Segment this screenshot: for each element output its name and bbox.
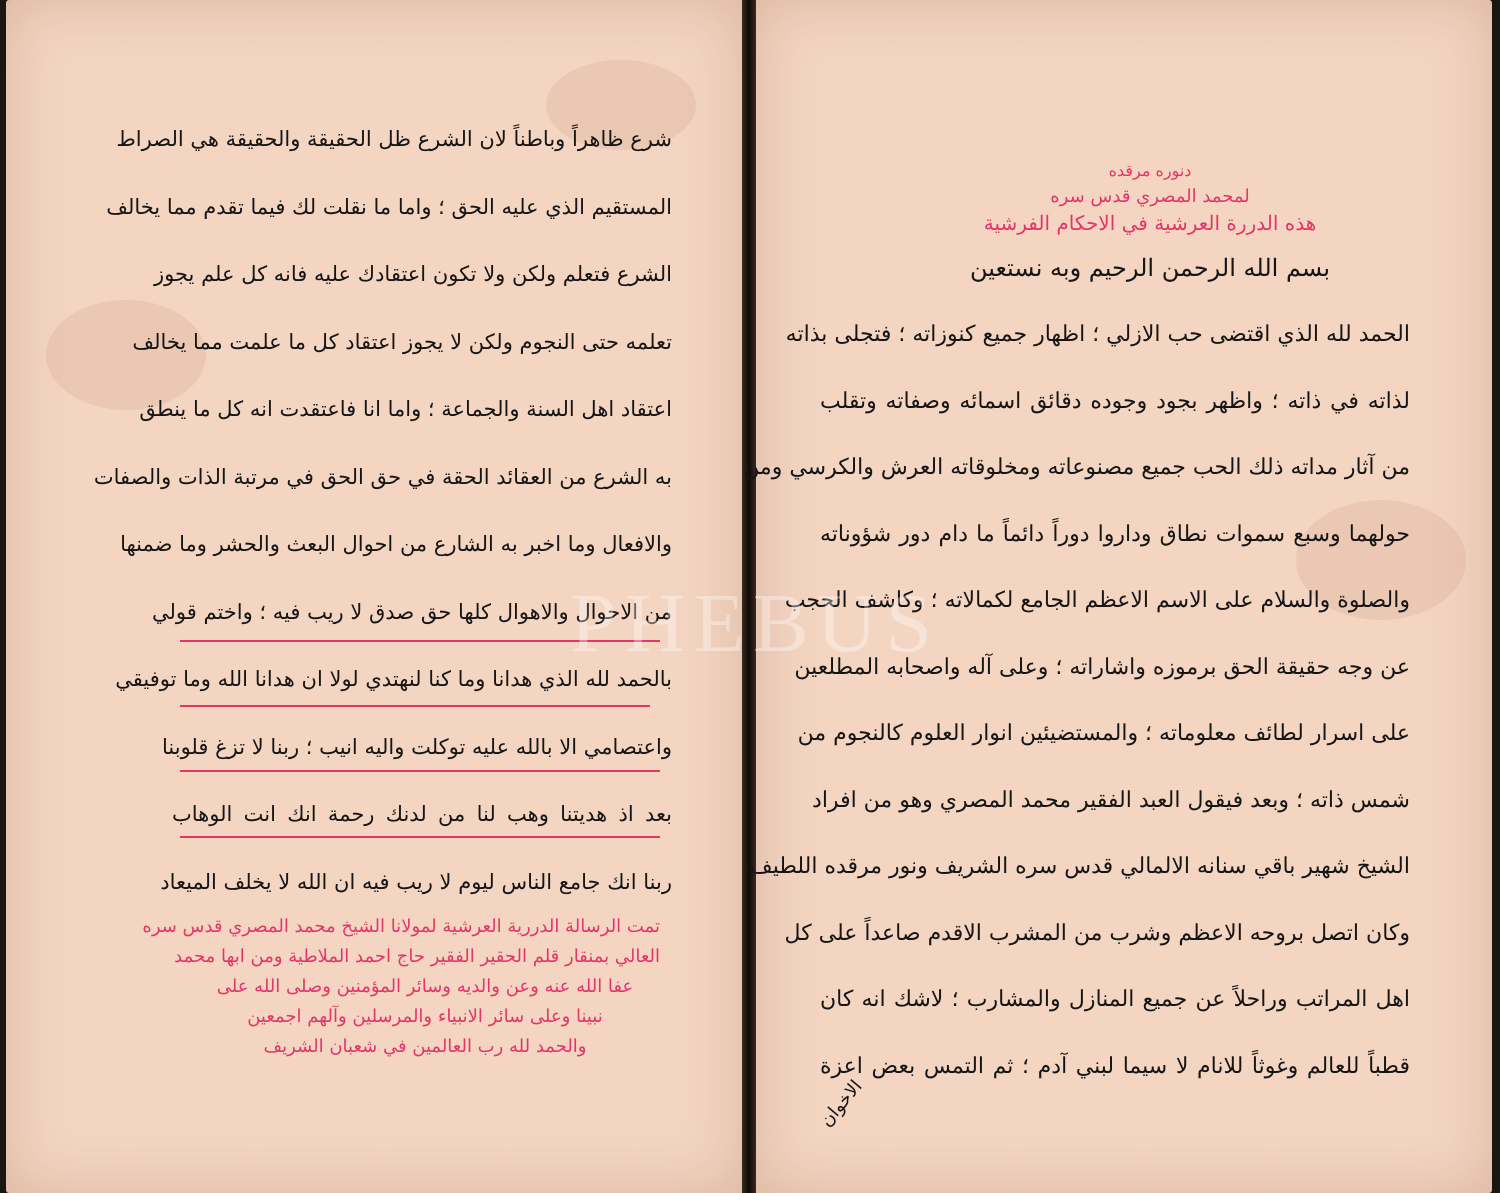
title-heading (960, 158, 1340, 236)
text-line: الشرع فتعلم ولكن ولا تكون اعتقادك عليه فانه كل علم يجوز (154, 262, 672, 286)
red-overline (180, 836, 660, 838)
colophon-line: العالي بمنقار قلم الحقير الفقير حاج احمد الملاطية ومن ابها محمد (174, 946, 660, 967)
text-line: ربنا انك جامع الناس ليوم لا ريب فيه ان الله لا يخلف الميعاد (160, 869, 672, 894)
text-line: عن وجه حقيقة الحق برموزه واشاراته ؛ وعلى آله واصحابه المطلعين (794, 654, 1410, 680)
text-line: والافعال وما اخبر به الشارع من احوال البعث والحشر وما ضمنها (120, 532, 672, 556)
text-line: اعتقاد اهل السنة والجماعة ؛ واما انا فاعتقدت انه كل ما ينطق (139, 397, 672, 421)
catchword: الاخوان (815, 1076, 867, 1131)
text-line: على اسرار لطائف معلوماته ؛ والمستضيئين انوار العلوم كالنجوم من (797, 721, 1410, 746)
red-overline (180, 705, 650, 707)
text-line: الشيخ شهير باقي سنانه الالمالي قدس سره الشريف ونور مرقده اللطيف (749, 854, 1410, 879)
heading-line: هذه الدررة العرشية في الاحكام الفرشية (983, 211, 1317, 235)
text-line: بعد اذ هديتنا وهب لنا من لدنك رحمة انك انت الوهاب (172, 802, 672, 826)
watermark: PHEBUS (569, 577, 941, 670)
text-line: حولهما وسبع سموات نطاق وداروا دوراً دائماً ما دام دور شؤوناته (820, 521, 1410, 547)
text-line: اهل المراتب وراحلاً عن جميع المنازل والمشارب ؛ لاشك انه كان (820, 987, 1410, 1012)
text-line: واعتصامي الا بالله عليه توكلت واليه انيب ؛ ربنا لا تزغ قلوبنا (162, 734, 672, 759)
colophon (142, 912, 660, 1062)
text-line: المستقيم الذي عليه الحق ؛ واما ما نقلت لك فيما تقدم مما يخالف (106, 194, 672, 219)
text-line: وكان اتصل بروحه الاعظم وشرب من المشرب الاقدم صاعداً على كل (784, 920, 1410, 946)
colophon-line: والحمد لله رب العالمين في شعبان الشريف (263, 1036, 587, 1057)
colophon-line: عفا الله عنه وعن والديه وسائر المؤمنين وصلى الله على (216, 976, 634, 997)
text-line: به الشرع من العقائد الحقة في حق الحق في مرتبة الذات والصفات (93, 464, 672, 489)
basmala: بسم الله الرحمن الرحيم وبه نستعين (969, 254, 1331, 282)
left-page-text (93, 122, 672, 932)
text-line: من الاحوال والاهوال كلها حق صدق لا ريب فيه ؛ واختم قولي (152, 599, 672, 624)
text-line: بالحمد لله الذي هدانا وما كنا لنهتدي لولا ان هدانا الله وما توفيقي (115, 667, 672, 691)
text-line: تعلمه حتى النجوم ولكن لا يجوز اعتقاد كل ما علمت مما يخالف (132, 329, 672, 354)
text-line: شرع ظاهراً وباطناً لان الشرع ظل الحقيقة والحقيقة هي الصراط (116, 127, 672, 151)
heading-line: دنوره مرقده (1108, 161, 1192, 180)
text-line: من آثار مداته ذلك الحب جميع مصنوعاته ومخلوقاته العرش والكرسي ومن (743, 455, 1410, 480)
text-line: لذاته في ذاته ؛ واظهر بجود وجوده دقائق اسمائه وصفاته وتقلب (820, 388, 1410, 414)
colophon-line: نبينا وعلى سائر الانبياء والمرسلين وآلهم اجمعين (247, 1006, 603, 1027)
red-overline (180, 770, 660, 772)
text-line: الحمد لله الذي اقتضى حب الازلي ؛ اظهار جميع كنوزاته ؛ فتجلى بذاته (785, 322, 1410, 347)
heading-line: لمحمد المصري قدس سره (1050, 186, 1250, 207)
text-line: والصلوة والسلام على الاسم الاعظم الجامع لكمالاته ؛ وكاشف الحجب (784, 588, 1410, 613)
colophon-line: تمت الرسالة الدررية العرشية لمولانا الشيخ محمد المصري قدس سره (142, 916, 660, 937)
text-line: شمس ذاته ؛ وبعد فيقول العبد الفقير محمد المصري وهو من افراد (812, 787, 1410, 813)
text-line: قطباً للعالم وغوثاً للانام لا سيما لبني آدم ؛ ثم التمس بعض اعزة (820, 1053, 1410, 1079)
